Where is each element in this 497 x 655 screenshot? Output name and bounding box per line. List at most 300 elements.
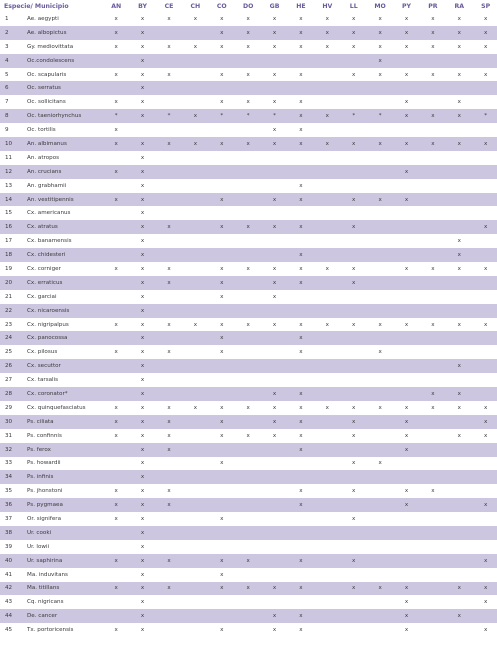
presence-cell: x bbox=[261, 609, 287, 623]
presence-cell bbox=[182, 443, 208, 457]
presence-cell bbox=[156, 540, 182, 554]
species-name: Ur. lowii bbox=[27, 543, 50, 550]
presence-cell bbox=[156, 568, 182, 582]
presence-cell: x bbox=[352, 404, 356, 411]
presence-cell: x bbox=[235, 137, 261, 151]
presence-cell: x bbox=[272, 99, 277, 106]
presence-cell: x bbox=[457, 238, 461, 245]
presence-cell: x bbox=[140, 543, 145, 550]
presence-cell bbox=[472, 359, 497, 373]
presence-cell: x bbox=[446, 609, 472, 623]
presence-cell bbox=[209, 498, 235, 512]
presence-cell bbox=[314, 304, 340, 318]
presence-cell bbox=[367, 512, 393, 526]
presence-cell: x bbox=[156, 415, 182, 429]
presence-cell: x bbox=[404, 99, 409, 106]
presence-cell bbox=[182, 234, 208, 248]
presence-cell bbox=[446, 512, 472, 526]
presence-cell: x bbox=[288, 443, 314, 457]
municipality-header-sp: SP bbox=[472, 0, 497, 12]
presence-cell bbox=[446, 443, 472, 457]
presence-cell bbox=[182, 220, 208, 234]
presence-cell bbox=[288, 234, 314, 248]
presence-cell: x bbox=[431, 15, 435, 22]
row-number: 38 bbox=[0, 526, 27, 540]
presence-cell bbox=[420, 331, 446, 345]
presence-cell: x bbox=[484, 265, 488, 272]
presence-cell bbox=[209, 373, 235, 387]
presence-cell: x bbox=[472, 415, 497, 429]
presence-cell: x bbox=[156, 443, 182, 457]
presence-cell: x bbox=[156, 582, 182, 596]
row-number: 28 bbox=[0, 387, 27, 401]
presence-cell bbox=[103, 151, 129, 165]
species-name: Ps. ferox bbox=[27, 443, 103, 457]
municipality-header-hv: HV bbox=[314, 0, 340, 12]
presence-cell: x bbox=[288, 109, 314, 123]
presence-cell bbox=[314, 457, 340, 471]
presence-cell bbox=[446, 470, 472, 484]
presence-cell: x bbox=[129, 304, 155, 318]
row-number: 43 bbox=[5, 599, 13, 606]
presence-cell bbox=[182, 373, 208, 387]
presence-cell bbox=[314, 331, 340, 345]
presence-cell: x bbox=[167, 349, 171, 356]
presence-cell: x bbox=[404, 43, 409, 50]
presence-cell: x bbox=[209, 137, 235, 151]
presence-cell bbox=[235, 359, 261, 373]
presence-cell: x bbox=[246, 99, 250, 106]
presence-cell bbox=[472, 443, 497, 457]
presence-cell bbox=[472, 387, 497, 401]
presence-cell bbox=[156, 609, 182, 623]
row-number: 45 bbox=[5, 627, 13, 634]
presence-cell bbox=[393, 457, 419, 471]
presence-cell: x bbox=[472, 26, 497, 40]
presence-cell bbox=[182, 81, 208, 95]
presence-cell bbox=[129, 123, 155, 137]
presence-cell bbox=[314, 568, 340, 582]
row-number: 5 bbox=[5, 71, 9, 78]
presence-cell: x bbox=[220, 293, 224, 300]
presence-cell bbox=[314, 151, 340, 165]
presence-cell bbox=[446, 179, 472, 193]
presence-cell bbox=[261, 526, 287, 540]
presence-cell bbox=[103, 304, 129, 318]
presence-cell bbox=[235, 387, 261, 401]
presence-cell: x bbox=[129, 387, 155, 401]
presence-cell bbox=[367, 262, 393, 276]
species-name: Ae. aegypti bbox=[27, 15, 59, 22]
presence-cell: x bbox=[209, 582, 235, 596]
presence-cell bbox=[156, 457, 182, 471]
presence-cell: x bbox=[129, 248, 155, 262]
presence-cell: x bbox=[404, 71, 409, 78]
presence-cell: x bbox=[484, 43, 488, 50]
presence-cell: * bbox=[472, 109, 497, 123]
presence-cell bbox=[472, 206, 497, 220]
presence-cell bbox=[472, 276, 497, 290]
presence-cell bbox=[367, 554, 393, 568]
presence-cell bbox=[182, 95, 208, 109]
presence-cell bbox=[235, 304, 261, 318]
presence-cell bbox=[420, 568, 446, 582]
municipality-header-ch: CH bbox=[182, 0, 208, 12]
presence-cell bbox=[393, 540, 419, 554]
table-row bbox=[0, 359, 497, 373]
presence-cell bbox=[235, 609, 261, 623]
presence-cell bbox=[261, 595, 287, 609]
municipality-header-an: AN bbox=[103, 0, 129, 12]
row-number: 18 bbox=[0, 248, 27, 262]
presence-cell bbox=[367, 429, 393, 443]
presence-cell: x bbox=[140, 293, 145, 300]
presence-cell bbox=[472, 151, 497, 165]
presence-cell bbox=[446, 457, 472, 471]
table-row bbox=[0, 26, 497, 40]
species-name: Cx. quinquefasciatus bbox=[27, 404, 86, 411]
presence-cell: x bbox=[352, 432, 356, 439]
presence-cell bbox=[182, 331, 208, 345]
presence-cell: x bbox=[167, 488, 171, 495]
presence-cell bbox=[261, 165, 287, 179]
row-number: 23 bbox=[5, 321, 13, 328]
presence-cell: x bbox=[272, 432, 277, 439]
presence-cell bbox=[182, 345, 208, 359]
presence-cell: x bbox=[420, 387, 446, 401]
presence-cell: x bbox=[167, 404, 171, 411]
presence-cell bbox=[420, 345, 446, 359]
presence-cell: x bbox=[103, 415, 129, 429]
presence-cell: x bbox=[484, 627, 488, 634]
presence-cell bbox=[341, 123, 367, 137]
presence-cell bbox=[472, 609, 497, 623]
presence-cell bbox=[420, 623, 446, 637]
presence-cell: x bbox=[472, 554, 497, 568]
presence-cell bbox=[235, 331, 261, 345]
presence-cell: x bbox=[129, 554, 155, 568]
species-municipality-header: Especie/ Municipio bbox=[0, 0, 103, 12]
presence-cell: x bbox=[129, 137, 155, 151]
row-number: 32 bbox=[0, 443, 27, 457]
presence-cell bbox=[314, 443, 340, 457]
presence-cell bbox=[367, 304, 393, 318]
species-name: Cx. nicaroensis bbox=[27, 304, 103, 318]
municipality-header-gb: GB bbox=[261, 0, 287, 12]
presence-cell: x bbox=[325, 321, 329, 328]
presence-cell: x bbox=[272, 627, 277, 634]
presence-cell: x bbox=[140, 488, 145, 495]
presence-cell: x bbox=[352, 71, 356, 78]
species-name: Cx. corniger bbox=[27, 265, 61, 272]
table-row bbox=[0, 484, 497, 498]
row-number: 17 bbox=[5, 238, 13, 245]
presence-cell: x bbox=[341, 415, 367, 429]
row-number: 29 bbox=[5, 404, 13, 411]
presence-cell bbox=[341, 304, 367, 318]
row-number: 22 bbox=[0, 304, 27, 318]
presence-cell: x bbox=[140, 238, 145, 245]
table-row bbox=[0, 526, 497, 540]
presence-cell bbox=[103, 387, 129, 401]
presence-cell bbox=[156, 595, 182, 609]
presence-cell: x bbox=[140, 571, 145, 578]
presence-cell bbox=[209, 595, 235, 609]
presence-cell bbox=[103, 179, 129, 193]
presence-cell bbox=[288, 470, 314, 484]
presence-cell bbox=[261, 331, 287, 345]
presence-cell bbox=[341, 443, 367, 457]
presence-cell bbox=[261, 151, 287, 165]
presence-cell: x bbox=[431, 488, 435, 495]
presence-cell: x bbox=[103, 137, 129, 151]
presence-cell bbox=[367, 123, 393, 137]
presence-cell: x bbox=[367, 137, 393, 151]
presence-cell: x bbox=[352, 15, 356, 22]
species-name: Oc. sollicitans bbox=[27, 99, 66, 106]
presence-cell bbox=[261, 484, 287, 498]
presence-cell bbox=[182, 582, 208, 596]
presence-cell bbox=[420, 470, 446, 484]
presence-cell bbox=[156, 623, 182, 637]
species-name: Ps. ciliata bbox=[27, 415, 103, 429]
presence-cell bbox=[393, 470, 419, 484]
presence-cell: x bbox=[314, 137, 340, 151]
presence-cell: x bbox=[114, 432, 118, 439]
presence-cell bbox=[182, 248, 208, 262]
presence-cell: x bbox=[367, 54, 393, 68]
presence-cell: x bbox=[341, 582, 367, 596]
row-number: 2 bbox=[0, 26, 27, 40]
table-row bbox=[0, 415, 497, 429]
presence-cell bbox=[182, 26, 208, 40]
presence-cell: x bbox=[341, 193, 367, 207]
presence-cell bbox=[103, 526, 129, 540]
presence-cell bbox=[261, 359, 287, 373]
table-row bbox=[0, 540, 497, 554]
presence-cell bbox=[261, 54, 287, 68]
presence-cell bbox=[393, 248, 419, 262]
presence-cell bbox=[472, 248, 497, 262]
presence-cell: * bbox=[156, 109, 182, 123]
species-name: Cx. banamensis bbox=[27, 238, 72, 245]
presence-cell: x bbox=[156, 276, 182, 290]
row-number: 37 bbox=[5, 516, 13, 522]
presence-cell: x bbox=[404, 321, 409, 328]
presence-cell: x bbox=[140, 627, 145, 634]
presence-cell: x bbox=[167, 43, 171, 50]
presence-cell bbox=[209, 526, 235, 540]
presence-cell bbox=[182, 470, 208, 484]
species-name: Oc. taeniorhynchus bbox=[27, 109, 103, 123]
presence-cell bbox=[367, 359, 393, 373]
row-number: 15 bbox=[5, 210, 13, 217]
presence-cell bbox=[235, 206, 261, 220]
presence-cell bbox=[314, 582, 340, 596]
presence-cell: x bbox=[288, 387, 314, 401]
presence-cell bbox=[288, 151, 314, 165]
presence-cell: x bbox=[156, 220, 182, 234]
table-row bbox=[0, 498, 497, 512]
species-name: De. cancer bbox=[27, 609, 103, 623]
presence-cell bbox=[261, 512, 287, 526]
table-row bbox=[0, 262, 497, 276]
presence-cell bbox=[420, 609, 446, 623]
presence-cell: x bbox=[235, 26, 261, 40]
presence-cell bbox=[341, 151, 367, 165]
presence-cell: x bbox=[272, 71, 277, 78]
presence-cell bbox=[472, 193, 497, 207]
presence-cell: x bbox=[114, 627, 118, 634]
presence-cell: x bbox=[209, 554, 235, 568]
presence-cell: x bbox=[129, 165, 155, 179]
presence-cell bbox=[103, 609, 129, 623]
presence-cell bbox=[341, 206, 367, 220]
presence-cell: x bbox=[378, 404, 382, 411]
row-number: 8 bbox=[0, 109, 27, 123]
municipality-header-ll: LL bbox=[341, 0, 367, 12]
row-number: 34 bbox=[0, 470, 27, 484]
presence-cell bbox=[261, 304, 287, 318]
row-number: 33 bbox=[5, 460, 13, 467]
presence-cell bbox=[235, 234, 261, 248]
presence-cell: x bbox=[220, 43, 224, 50]
presence-cell bbox=[182, 206, 208, 220]
species-name: An. vestitipennis bbox=[27, 193, 103, 207]
presence-cell bbox=[209, 387, 235, 401]
row-number: 36 bbox=[0, 498, 27, 512]
presence-cell bbox=[261, 345, 287, 359]
row-number: 24 bbox=[0, 331, 27, 345]
presence-cell bbox=[341, 81, 367, 95]
table-row bbox=[0, 137, 497, 151]
presence-cell bbox=[182, 457, 208, 471]
table-row bbox=[0, 40, 497, 54]
presence-cell bbox=[288, 206, 314, 220]
presence-cell bbox=[261, 457, 287, 471]
municipality-header-co: CO bbox=[209, 0, 235, 12]
presence-cell: x bbox=[114, 43, 118, 50]
presence-cell bbox=[314, 165, 340, 179]
presence-cell bbox=[446, 331, 472, 345]
presence-cell bbox=[288, 290, 314, 304]
presence-cell: x bbox=[140, 99, 145, 106]
presence-cell bbox=[156, 331, 182, 345]
table-row bbox=[0, 331, 497, 345]
presence-cell bbox=[103, 457, 129, 471]
species-name: Ma. titillans bbox=[27, 582, 103, 596]
presence-cell: x bbox=[261, 137, 287, 151]
presence-cell bbox=[182, 262, 208, 276]
table-row bbox=[0, 234, 497, 248]
presence-cell bbox=[314, 373, 340, 387]
presence-cell: x bbox=[114, 516, 118, 522]
presence-cell bbox=[420, 179, 446, 193]
table-header-row bbox=[0, 0, 497, 12]
presence-cell: x bbox=[378, 43, 382, 50]
presence-cell: x bbox=[140, 71, 145, 78]
row-number: 19 bbox=[5, 265, 13, 272]
presence-cell bbox=[288, 165, 314, 179]
table-row bbox=[0, 318, 497, 332]
presence-cell: x bbox=[140, 516, 145, 522]
presence-cell bbox=[314, 206, 340, 220]
presence-cell: x bbox=[288, 415, 314, 429]
presence-cell bbox=[235, 568, 261, 582]
presence-cell: x bbox=[288, 193, 314, 207]
presence-cell: x bbox=[246, 321, 250, 328]
presence-cell: x bbox=[220, 627, 224, 634]
table-row bbox=[0, 609, 497, 623]
presence-cell bbox=[103, 359, 129, 373]
presence-cell bbox=[314, 81, 340, 95]
presence-cell: x bbox=[472, 498, 497, 512]
presence-cell bbox=[103, 220, 129, 234]
presence-cell bbox=[314, 554, 340, 568]
species-name: Ps. infinis bbox=[27, 470, 103, 484]
presence-cell: x bbox=[378, 321, 382, 328]
table-row bbox=[0, 387, 497, 401]
presence-cell bbox=[367, 331, 393, 345]
presence-cell: x bbox=[114, 404, 118, 411]
presence-cell bbox=[103, 443, 129, 457]
presence-cell: x bbox=[367, 26, 393, 40]
presence-cell bbox=[367, 276, 393, 290]
presence-cell: x bbox=[272, 293, 277, 300]
presence-cell bbox=[209, 206, 235, 220]
presence-cell bbox=[472, 234, 497, 248]
presence-cell bbox=[288, 373, 314, 387]
presence-cell bbox=[235, 512, 261, 526]
presence-cell: x bbox=[261, 582, 287, 596]
species-name: Cx. nigripalpus bbox=[27, 321, 69, 328]
presence-cell bbox=[341, 387, 367, 401]
table-row bbox=[0, 554, 497, 568]
presence-cell bbox=[393, 81, 419, 95]
presence-cell bbox=[420, 457, 446, 471]
presence-cell bbox=[314, 179, 340, 193]
presence-cell: * bbox=[367, 109, 393, 123]
presence-cell bbox=[472, 54, 497, 68]
presence-cell bbox=[182, 276, 208, 290]
presence-cell bbox=[209, 54, 235, 68]
presence-cell bbox=[420, 554, 446, 568]
presence-cell: x bbox=[193, 321, 198, 328]
presence-cell bbox=[235, 540, 261, 554]
row-number: 6 bbox=[0, 81, 27, 95]
presence-cell bbox=[156, 304, 182, 318]
presence-cell bbox=[182, 568, 208, 582]
presence-cell: x bbox=[325, 43, 329, 50]
presence-cell: x bbox=[457, 321, 461, 328]
species-name: An. grabhamii bbox=[27, 182, 67, 189]
presence-cell: x bbox=[272, 265, 277, 272]
presence-cell bbox=[446, 345, 472, 359]
presence-cell: x bbox=[193, 15, 198, 22]
table-row bbox=[0, 109, 497, 123]
presence-cell: x bbox=[299, 127, 303, 134]
presence-cell: x bbox=[193, 404, 198, 411]
species-name: Cx. pilosus bbox=[27, 349, 58, 356]
presence-cell: x bbox=[103, 554, 129, 568]
presence-cell bbox=[182, 123, 208, 137]
table-row bbox=[0, 276, 497, 290]
presence-cell bbox=[472, 457, 497, 471]
presence-cell bbox=[182, 609, 208, 623]
species-name: Oc. serratus bbox=[27, 81, 103, 95]
presence-cell bbox=[156, 54, 182, 68]
presence-cell bbox=[420, 359, 446, 373]
